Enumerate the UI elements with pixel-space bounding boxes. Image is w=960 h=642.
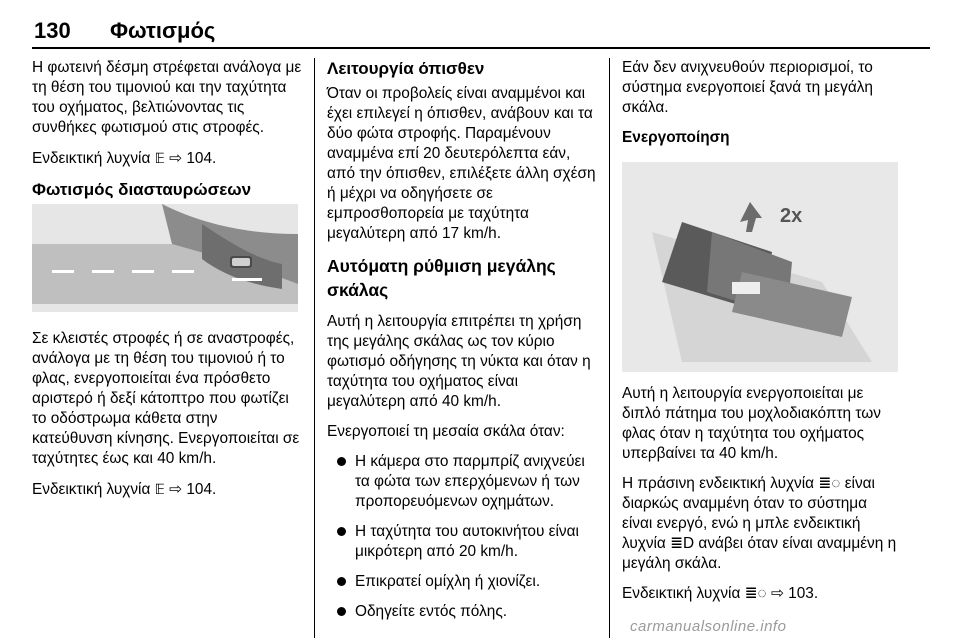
page-ref-arrow-icon: ⇨	[169, 481, 183, 498]
section-heading: Ενεργοποίηση	[622, 129, 730, 146]
paragraph: Όταν οι προβολείς είναι αναμμένοι και έχει επιλεγεί η όπισθεν, ανάβουν και τα δύο φώτα στροφής. Παραμένουν αναμμένα επί 20 δευτερόλεπτα εάν, από την όπισθεν, επιλέξετε άλλη σχέση ή μέχρι να οδηγήσετε σε εμπροσθοπορεία με ταχύτητα μεγαλύτερη από 17 km/h.	[327, 85, 596, 242]
auto-high-beam-icon: ≣◌	[744, 585, 767, 602]
bullet-icon	[337, 577, 346, 586]
list-item: Η ταχύτητα του αυτοκινήτου είναι μικρότερη από 20 km/h.	[327, 522, 599, 562]
reference-line: Ενδεικτική λυχνία 𝔼 ⇨ 104.	[32, 150, 217, 167]
column-divider-2	[609, 58, 610, 638]
section-heading: Αυτόματη ρύθμιση μεγάλης σκάλας	[327, 256, 556, 300]
reference-line: Ενδεικτική λυχνία 𝔼 ⇨ 104.	[32, 481, 217, 498]
cornering-light-figure	[32, 204, 298, 312]
road-illustration	[32, 204, 298, 312]
paragraph: Σε κλειστές στροφές ή σε αναστροφές, ανάλογα με τη θέση του τιμονιού ή το φλας, ενεργοποιείται ένα πρόσθετο αριστερό ή δεξί κάτοπτρο που φωτίζει το οδόστρωμα κάθετα στην κατεύθυνση κίνησης. Ενεργοποιείται σε ταχύτητες έως και 40 km/h.	[32, 330, 300, 467]
bullet-icon	[337, 527, 346, 536]
figure-label: 2x	[780, 205, 803, 227]
indicator-lamp-icon: 𝔼	[154, 481, 165, 497]
list-item: Επικρατεί ομίχλη ή χιονίζει.	[327, 572, 599, 592]
paragraph: Αυτή η λειτουργία ενεργοποιείται με διπλό πάτημα του μοχλοδιακόπτη των φλας όταν η ταχύτητα του οχήματος υπερβαίνει τα 40 km/h.	[622, 385, 881, 462]
section-heading: Φωτισμός διασταυρώσεων	[32, 180, 252, 199]
page-ref-arrow-icon: ⇨	[169, 150, 183, 167]
paragraph: Ενεργοποιεί τη μεσαία σκάλα όταν:	[327, 423, 565, 440]
auto-high-beam-green-icon: ≣◌	[818, 475, 841, 492]
column-2	[327, 58, 599, 632]
paragraph: Η φωτεινή δέσμη στρέφεται ανάλογα με τη θέση του τιμονιού και την ταχύτητα του οχήματος, βελτιώνοντας τις συνθήκες φωτισμού στις στροφές.	[32, 59, 302, 136]
page-title: Φωτισμός	[110, 18, 216, 43]
section-heading: Λειτουργία όπισθεν	[327, 59, 485, 78]
bullet-icon	[337, 607, 346, 616]
list-item: Οδηγείτε εντός πόλης.	[327, 602, 599, 622]
stalk-figure	[622, 162, 898, 372]
paragraph: Εάν δεν ανιχνευθούν περιορισμοί, το σύστημα ενεργοποιεί ξανά τη μεγάλη σκάλα.	[622, 59, 873, 116]
reference-line: Ενδεικτική λυχνία ≣◌ ⇨ 103.	[622, 585, 819, 602]
paragraph: Η πράσινη ενδεικτική λυχνία ≣◌ είναι διαρκώς αναμμένη όταν το σύστημα είναι ενεργό, ενώ η μπλε ενδεικτική λυχνία ≣D ανάβει όταν είναι αναμμένη η μεγάλη σκάλα.	[622, 475, 897, 572]
list-item: Η κάμερα στο παρμπρίζ ανιχνεύει τα φώτα των επερχόμενων ή των προπορευόμενων οχημάτων.	[327, 452, 599, 512]
watermark: carmanualsonline.info	[630, 618, 787, 635]
high-beam-blue-icon: ≣D	[670, 535, 695, 552]
bullet-icon	[337, 457, 346, 466]
paragraph: Αυτή η λειτουργία επιτρέπει τη χρήση της μεγάλης σκάλας ως τον κύριο φωτισμό οδήγησης τη νύκτα και όταν η ταχύτητα του οχήματος είναι μεγαλύτερη από 40 km/h.	[327, 313, 591, 410]
turn-signal-stalk-illustration	[622, 162, 898, 372]
indicator-lamp-icon: 𝔼	[154, 150, 165, 166]
column-divider-1	[314, 58, 315, 638]
header-rule	[32, 47, 930, 49]
bullet-list	[327, 452, 599, 622]
page-number: 130	[34, 18, 71, 43]
page-ref-arrow-icon: ⇨	[770, 585, 784, 602]
